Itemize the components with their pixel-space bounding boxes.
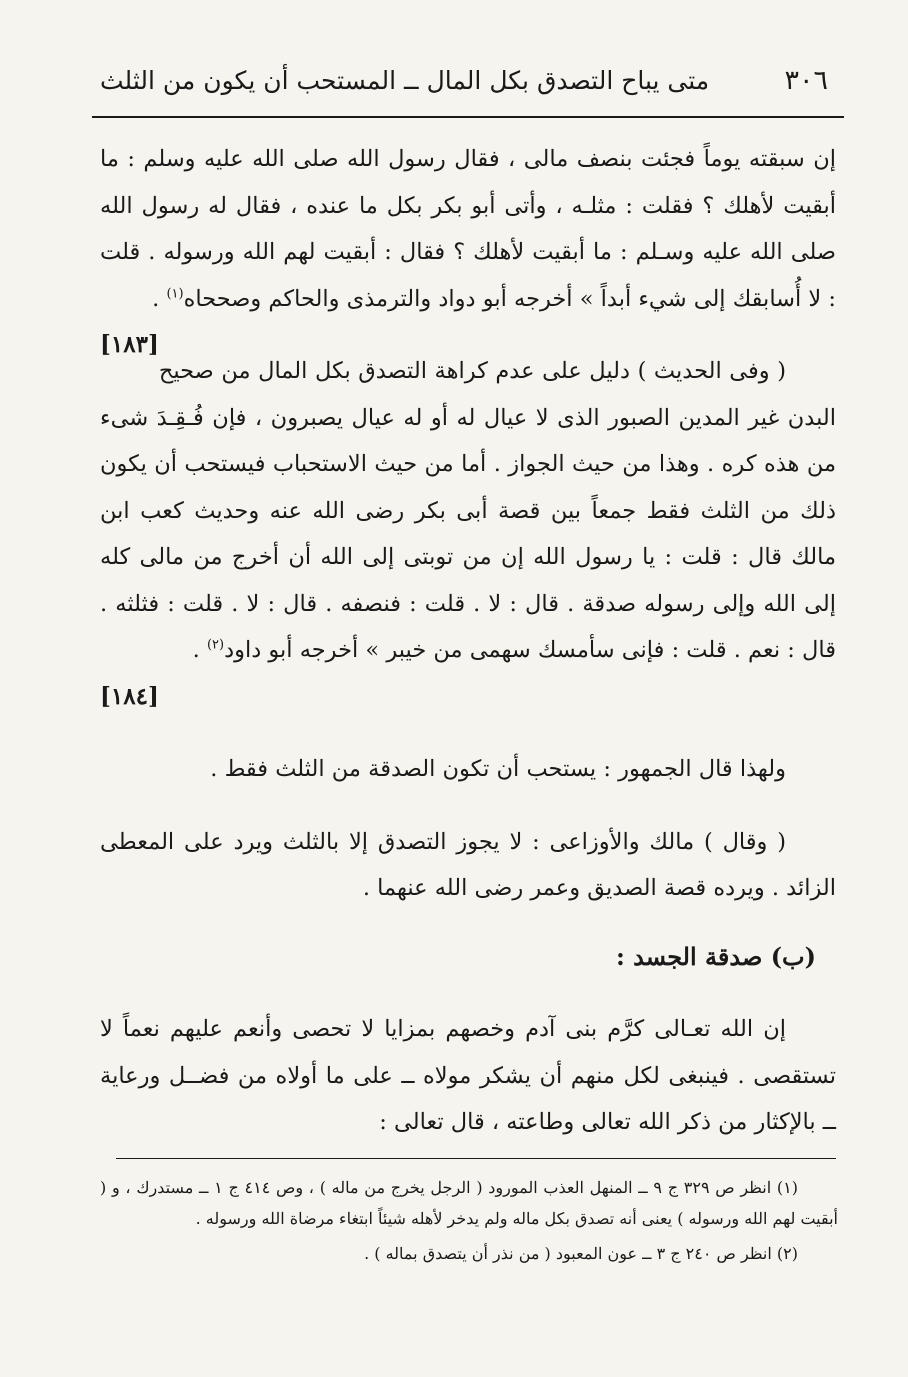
paragraph-end: . <box>152 285 167 312</box>
header-rule <box>92 116 844 118</box>
paragraph-malik-view: ( وقال ) مالك والأوزاعى : لا يجوز التصدق إلا بالثلث ويرد على المعطى الزائد . ويرده قصة الصديق وعمر رضى الله عنهما . <box>100 828 836 901</box>
paragraph-end: . <box>192 637 207 663</box>
hadith-number: [١٨٤] <box>100 682 159 710</box>
footnote-1: (١) انظر ص ٣٢٩ ج ٩ ــ المنهل العذب المورود ( الرجل يخرج من ماله ) ، وص ٤١٤ ج ١ ــ مستدرك ، و ( أبقيت لهم الله ورسوله ) يعنى أنه تصدق بكل ماله ولم يدخر لأهله شيئاً ابتغاء مرضاة الله ورسوله . <box>100 1178 838 1228</box>
running-head <box>100 58 828 102</box>
footnotes <box>100 1172 838 1269</box>
paragraph-majority-view: ولهذا قال الجمهور : يستحب أن تكون الصدقة من الثلث فقط . <box>210 756 786 782</box>
paragraph-text: إن سبقته يوماً فجئت بنصف مالى ، فقال رسول الله صلى الله عليه وسلم : ما أبقيت لأهلك ؟ فقلت : مثلـه ، وأتى أبو بكر بكل ما عنده ، فقال له رسول الله صلى الله عليه وسـلم : ما أبقيت لأهلك ؟ فقال : أبقيت لهم الله ورسوله . قلت : لا أُسابقك إلى شيء أبداً » أخرجه أبو دواد والترمذى والحاكم وصححاه <box>100 146 836 312</box>
section-heading: (ب) صدقة الجسد : <box>615 941 816 971</box>
footnote-rule <box>116 1158 836 1159</box>
running-title: متى يباح التصدق بكل المال ــ المستحب أن يكون من الثلث <box>100 65 710 95</box>
footnote-marker: (١) <box>166 286 184 301</box>
paragraph-text: ( وفى الحديث ) دليل على عدم كراهة التصدق بكل المال من صحيح البدن غير المدين الصبور الذى لا عيال له أو له عيال يصبرون ، فإن فُـقِـدَ شىء من هذه كره . وهذا من حيث الجواز . أما من حيث الاستحباب فيستحب أن يكون ذلك من الثلث فقط جمعاً بين قصة أبى بكر رضى الله عنه وحديث كعب ابن مالك قال : قلت : يا رسول الله إن من توبتى إلى الله أن أخرج من مالى كله إلى الله وإلى رسوله صدقة . قال : لا . قلت : فنصفه . قال : لا . قلت : فثلثه . قال : نعم . قلت : فإنى سأمسك سهمى من خيبر » أخرجه أبو داود <box>100 358 836 663</box>
paragraph-hadith-continuation <box>100 136 836 358</box>
page-body <box>100 136 836 1146</box>
paragraph-commentary <box>100 348 836 674</box>
page-number: ٣٠٦ <box>784 64 828 96</box>
footnote-2: (٢) انظر ص ٢٤٠ ج ٣ ــ عون المعبود ( من نذر أن يتصدق بماله ) . <box>364 1244 798 1263</box>
hadith-number: [١٨٣] <box>100 331 159 358</box>
footnote-marker: (٢) <box>206 637 225 653</box>
paragraph-body-charity: إن الله تعـالى كرَّم بنى آدم وخصهم بمزايا لا تحصى وأنعم عليهم نعماً لا تستقصى . فينبغى لكل منهم أن يشكر مولاه ــ على ما أولاه من فضــل ورعاية ــ بالإكثار من ذكر الله تعالى وطاعته ، قال تعالى : <box>100 1016 836 1135</box>
